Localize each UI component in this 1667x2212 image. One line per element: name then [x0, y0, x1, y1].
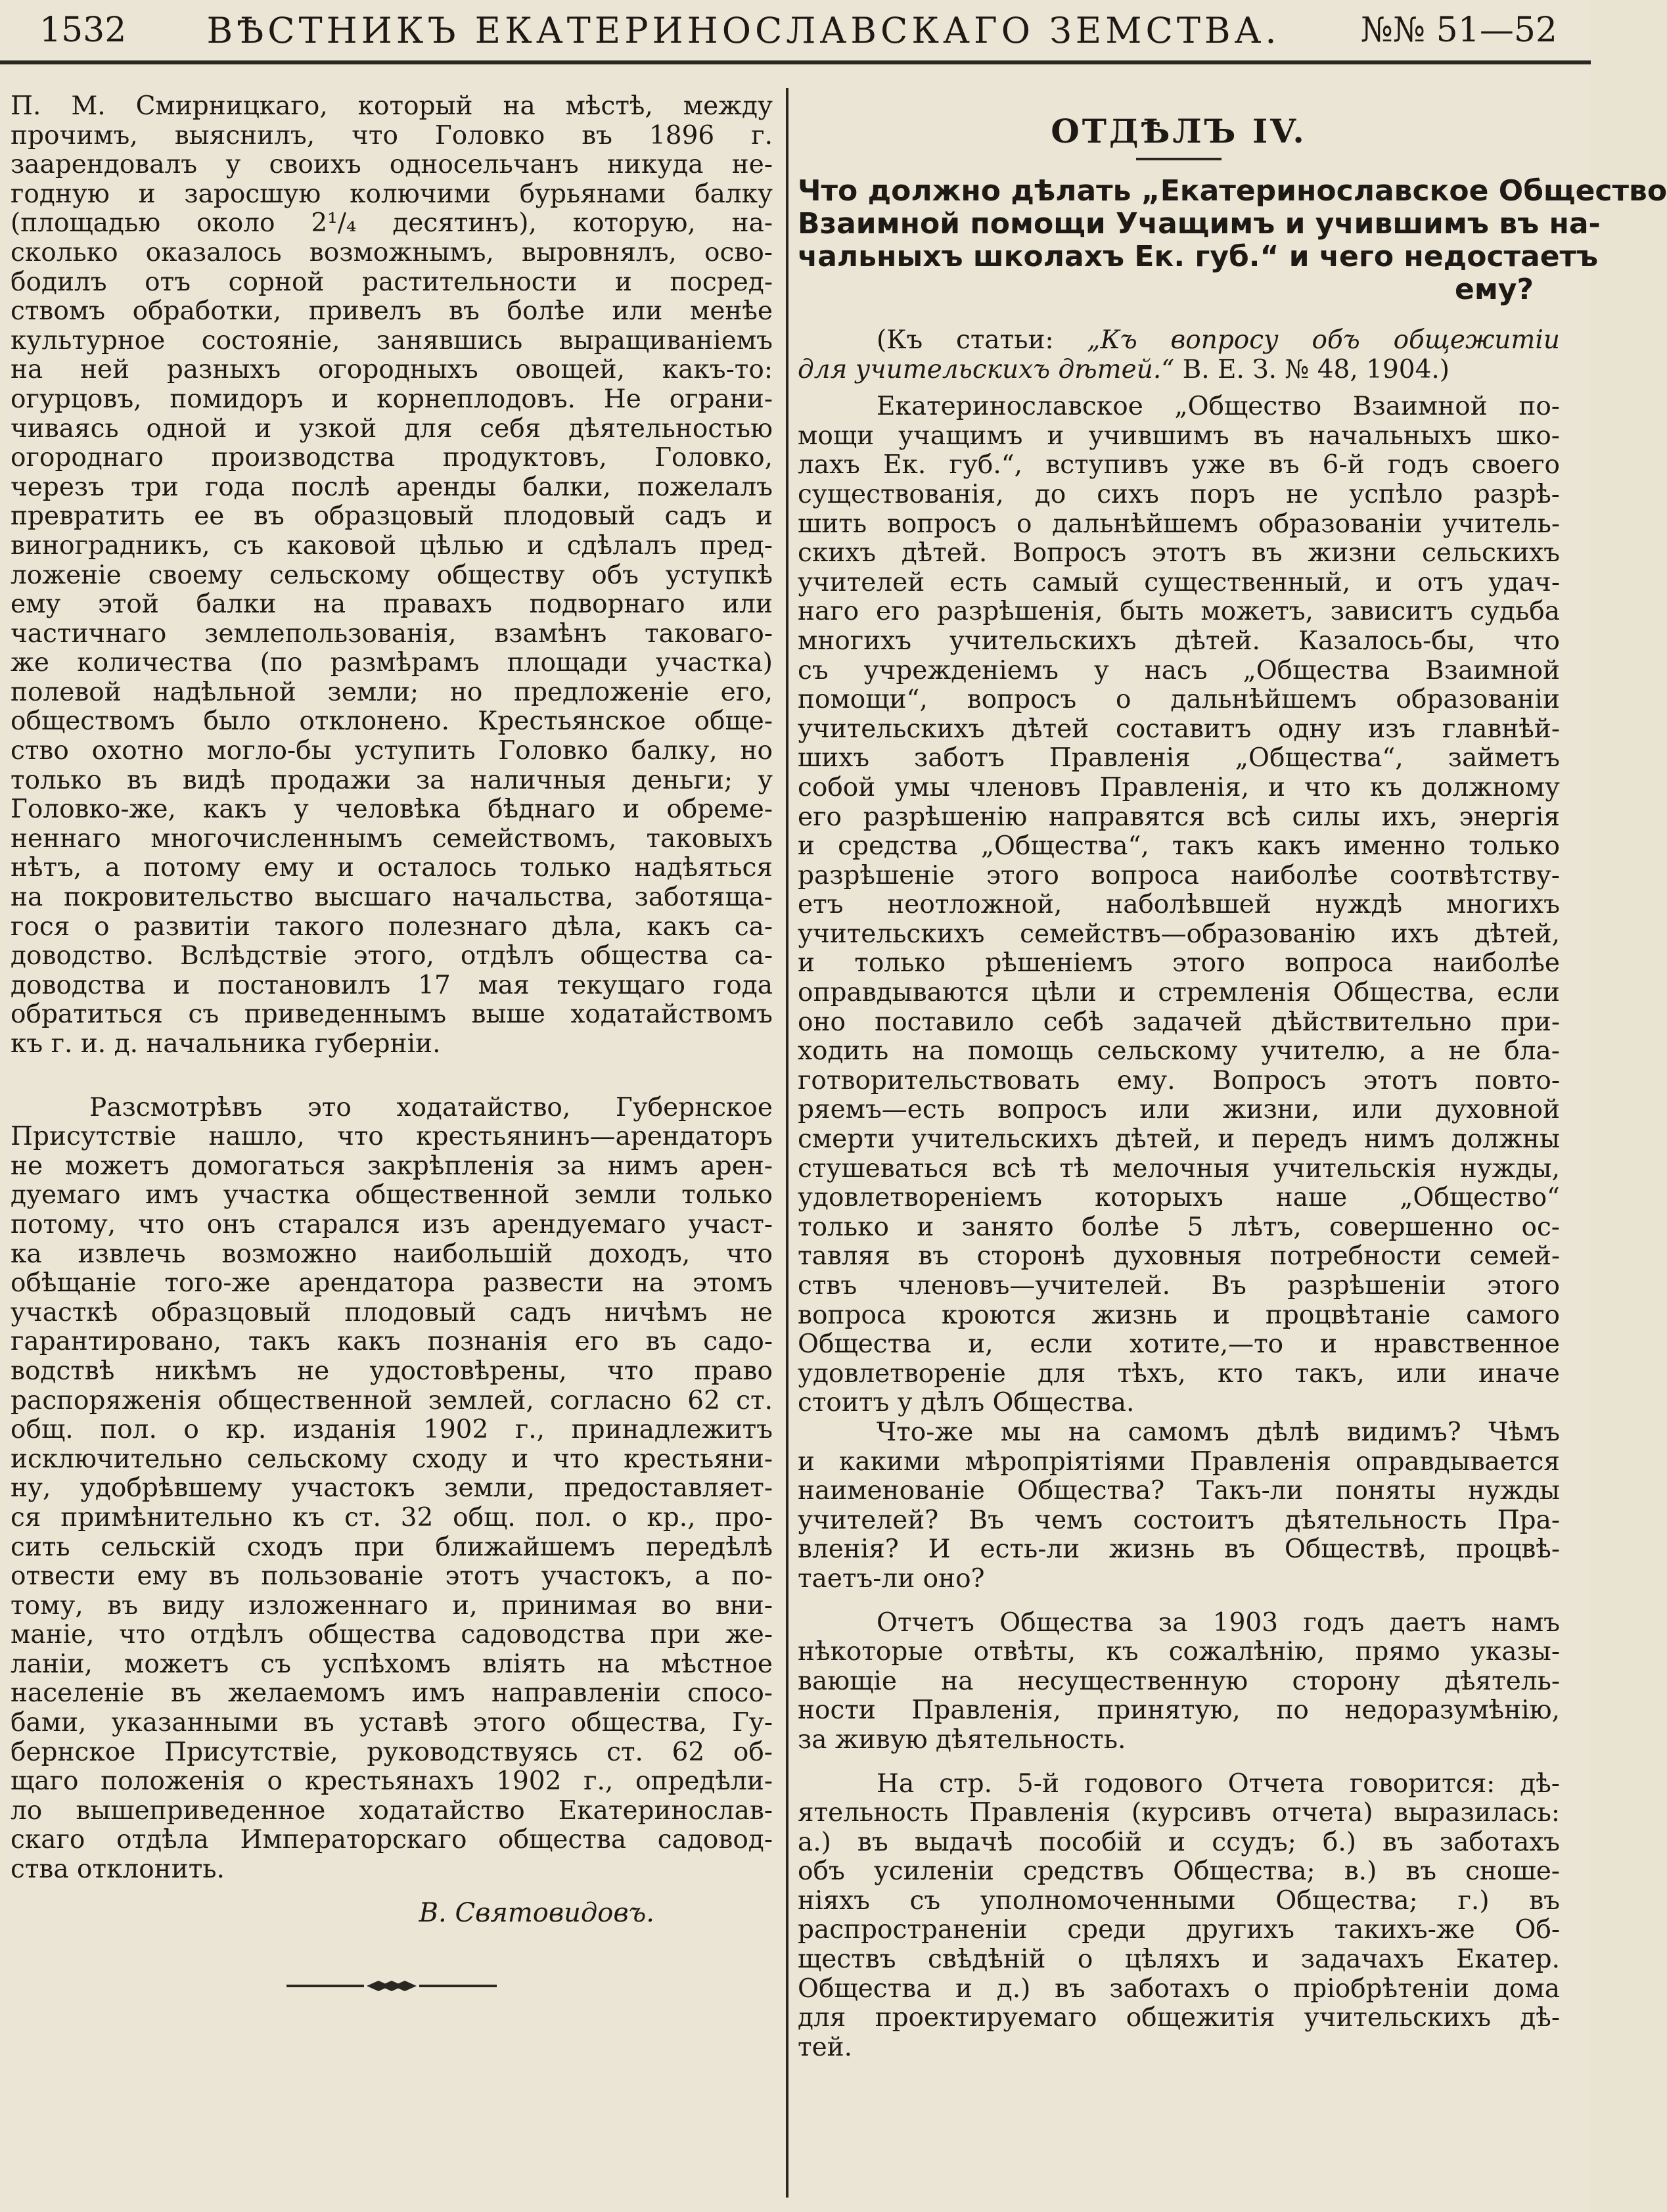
text-line: наго его разрѣшенія, быть можетъ, зависитъ судьба — [798, 597, 1560, 627]
text-line: превратить ее въ образцовый плодовый садъ и — [11, 501, 773, 532]
text-line: Головко-же, какъ у человѣка бѣднаго и обреме- — [11, 795, 773, 825]
text-line: только и занято болѣе 5 лѣтъ, совершенно ос- — [798, 1212, 1560, 1242]
text-line: гарантировано, такъ какъ познанія его въ садо- — [11, 1327, 773, 1357]
text-line: его разрѣшенію направятся всѣ силы ихъ, энергія — [798, 802, 1560, 832]
text-line: за живую дѣятельность. — [798, 1724, 1126, 1755]
author-signature: В. Святовидовъ. — [419, 1897, 654, 1928]
text-line: на ней разныхъ огородныхъ овощей, какъ-то: — [11, 355, 773, 385]
section-rule — [1136, 158, 1222, 160]
text-line: таетъ-ли оно? — [798, 1563, 985, 1594]
heading-line: ему? — [1454, 273, 1534, 306]
text-line: удовлетвореніемъ которыхъ наше „Общество“ — [798, 1183, 1560, 1213]
text-line: помощи“, вопросъ о дальнѣйшемъ образованіи — [798, 685, 1560, 715]
text-line: доводства и постановилъ 17 мая текущаго года — [11, 970, 773, 1000]
heading-line: Что должно дѣлать „Екатеринославское Общество — [798, 174, 1667, 208]
text-line: смерти учительскихъ дѣтей, и передъ нимъ должны — [798, 1124, 1560, 1155]
text-line: неннаго многочисленнымъ семействомъ, таковыхъ — [11, 823, 773, 854]
text-line: ства отклонить. — [11, 1855, 225, 1885]
text-line: вопроса кроются жизнь и процвѣтаніе самого — [798, 1300, 1560, 1330]
text-line: наименованіе Общества? Такъ-ли поняты нужды — [798, 1476, 1560, 1506]
text-line: стоитъ у дѣлъ Общества. — [798, 1388, 1135, 1418]
article-reference — [798, 326, 1560, 384]
text-line: Общества и д.) въ заботахъ о пріобрѣтеніи дома — [798, 1973, 1560, 2004]
text-line: сколько оказалось возможнымъ, выровнялъ, осво- — [11, 237, 773, 267]
text-line: мощи учащимъ и учившимъ въ начальныхъ шко- — [798, 421, 1560, 451]
text-line: только въ видѣ продажи за наличныя деньги; у — [11, 765, 773, 795]
right-paragraph-4 — [798, 1770, 1560, 2063]
page-header — [39, 4, 1557, 57]
text-line: Разсмотрѣвъ это ходатайство, Губернское — [89, 1092, 773, 1122]
text-line: ятельность Правленія (курсивъ отчета) выразилась: — [798, 1798, 1560, 1828]
text-line: ложеніе своему сельскому обществу объ уступкѣ — [11, 560, 773, 590]
text-line: черезъ три года послѣ аренды балки, пожелалъ — [11, 472, 773, 502]
header-rule — [0, 60, 1591, 64]
text-line: На стр. 5-й годового Отчета говорится: дѣ- — [877, 1768, 1560, 1799]
text-line: и средства „Общества“, такъ какъ именно только — [798, 831, 1560, 862]
text-line: Что-же мы на самомъ дѣлѣ видимъ? Чѣмъ — [877, 1417, 1560, 1447]
text-line: доводство. Вслѣдствіе этого, отдѣлъ общества са- — [11, 941, 773, 971]
text-line: ности Правленія, принятую, по недоразумѣнію, — [798, 1695, 1560, 1726]
text-line: Общества и, если хотите,—то и нравственное — [798, 1329, 1560, 1360]
column-divider — [786, 88, 788, 2198]
right-paragraph-3 — [798, 1609, 1560, 1755]
text-line: годную и заросшую колючими бурьянами балку — [11, 179, 773, 209]
text-line: маніе, что отдѣлъ общества садоводства при же- — [11, 1620, 773, 1650]
left-paragraph-2 — [11, 1094, 773, 1885]
reference-line: (Къ статьи: „Къ вопросу объ общежитіи — [877, 325, 1560, 355]
text-line: отвести ему въ пользованіе этотъ участокъ, а по- — [11, 1561, 773, 1592]
text-line: сить сельскій сходъ при ближайшемъ передѣлѣ — [11, 1532, 773, 1562]
text-line: прочимъ, выяснилъ, что Головко въ 1896 г. — [11, 120, 773, 150]
left-paragraph-1 — [11, 92, 773, 1059]
right-paragraph-2 — [798, 1418, 1560, 1594]
text-line: обществомъ было отклонено. Крестьянское обще- — [11, 706, 773, 737]
text-line: ему этой балки на правахъ подворнаго или — [11, 589, 773, 620]
text-line: для проектируемаго общежитія учительскихъ дѣ- — [798, 2003, 1560, 2033]
text-line: водствѣ никѣмъ не удостовѣрены, что право — [11, 1356, 773, 1386]
text-line: обѣщаніе того-же арендатора развести на этомъ — [11, 1268, 773, 1299]
text-line: бами, указанными въ уставѣ этого общества, Гу- — [11, 1708, 773, 1738]
article-heading — [798, 174, 1667, 306]
text-line: ходить на помощь сельскому учителю, а не бла- — [798, 1036, 1560, 1067]
text-line: бодилъ отъ сорной растительности и посред- — [11, 267, 773, 297]
text-line: (площадью около 2¹/₄ десятинъ), которую, на- — [11, 208, 773, 239]
text-line: ся примѣнительно къ ст. 32 общ. пол. о кр., про- — [11, 1502, 773, 1532]
issue-number: №№ 51—52 — [1360, 11, 1557, 50]
text-line: оправдываются цѣли и стремленія Общества, если — [798, 978, 1560, 1008]
text-line: гося о развитіи такого полезнаго дѣла, какъ са- — [11, 911, 773, 942]
text-line: нѣкоторые отвѣты, къ сожалѣнію, прямо указы- — [798, 1637, 1560, 1667]
text-line: виноградникъ, съ каковой цѣлью и сдѣлалъ пред- — [11, 530, 773, 561]
text-line: тому, въ виду изложеннаго и, принимая во вни- — [11, 1590, 773, 1621]
text-line: удовлетвореніе для тѣхъ, кто такъ, или иначе — [798, 1358, 1560, 1389]
text-line: частичнаго землепользованія, взамѣнъ таковаго- — [11, 618, 773, 649]
text-line: огороднаго производства продуктовъ, Головко, — [11, 443, 773, 473]
text-line: тавляя въ сторонѣ духовныя потребности семей- — [798, 1241, 1560, 1272]
text-line: П. М. Смирницкаго, который на мѣстѣ, между — [11, 91, 773, 121]
text-line: съ учрежденіемъ у насъ „Общества Взаимной — [798, 655, 1560, 685]
text-line: учителей есть самый существенный, и отъ удач- — [798, 567, 1560, 597]
text-line: шить вопросъ о дальнѣйшемъ образованіи учитель- — [798, 509, 1560, 539]
text-line: ну, удобрѣвшему участокъ земли, предоставляет- — [11, 1473, 773, 1504]
text-line: разрѣшеніе этого вопроса наиболѣе соотвѣтству- — [798, 860, 1560, 890]
page-number: 1532 — [39, 11, 127, 50]
text-line: скаго отдѣла Императорскаго общества садовод- — [11, 1825, 773, 1855]
text-line: шихъ заботъ Правленія „Общества“, займетъ — [798, 743, 1560, 773]
text-line: обратиться съ приведеннымъ выше ходатайствомъ — [11, 1000, 773, 1030]
text-line: культурное состояніе, занявшись выращиваніемъ — [11, 325, 773, 356]
text-line: ланіи, можетъ съ успѣхомъ вліять на мѣстное — [11, 1649, 773, 1679]
right-paragraph-1 — [798, 392, 1560, 1418]
text-line: объ усиленіи средствъ Общества; в.) въ сноше- — [798, 1856, 1560, 1887]
right-column — [798, 92, 1667, 2062]
text-line: на покровительство высшаго начальства, заботяща- — [11, 883, 773, 913]
text-line: собой умы членовъ Правленія, и что къ должному — [798, 772, 1560, 802]
text-line: ство охотно могло-бы уступить Головко балку, но — [11, 736, 773, 766]
text-line: нѣтъ, а потому ему и осталось только надѣяться — [11, 853, 773, 883]
text-line: заарендовалъ у своихъ односельчанъ никуда не- — [11, 150, 773, 180]
text-line: дуемаго имъ участка общественной земли только — [11, 1180, 773, 1210]
heading-line: чальныхъ школахъ Ек. губ.“ и чего недостаетъ — [798, 240, 1599, 273]
text-line: существованія, до сихъ поръ не успѣло разрѣ- — [798, 479, 1560, 509]
text-line: вающіе на несущественную сторону дѣятель- — [798, 1666, 1560, 1696]
text-line: оно поставило себѣ задачей дѣйствительно при- — [798, 1007, 1560, 1037]
text-line: участкѣ образцовый плодовый садъ ничѣмъ не — [11, 1297, 773, 1327]
text-line: исключительно сельскому сходу и что крестьяни- — [11, 1444, 773, 1474]
text-line: огурцовъ, помидоръ и корнеплодовъ. Не ограни- — [11, 384, 773, 414]
text-line: Присутствіе нашло, что крестьянинъ—арендаторъ — [11, 1122, 773, 1152]
text-line: и только рѣшеніемъ этого вопроса наиболѣе — [798, 948, 1560, 979]
text-line: ряемъ—есть вопросъ или жизни, или духовной — [798, 1095, 1560, 1125]
text-line: полевой надѣльной земли; но предложеніе его, — [11, 677, 773, 707]
text-line: лахъ Ек. губ.“, вступивъ уже въ 6-й годъ своего — [798, 450, 1560, 480]
text-line: ствомъ обработки, привелъ въ болѣе или менѣе — [11, 296, 773, 327]
text-line: потому, что онъ старался изъ арендуемаго участ- — [11, 1209, 773, 1239]
text-line: распоряженія общественной землей, согласно 62 ст. — [11, 1385, 773, 1416]
text-line: ка извлечь возможно наибольшій доходъ, что — [11, 1239, 773, 1269]
text-line: а.) въ выдачѣ пособій и ссудъ; б.) въ заботахъ — [798, 1827, 1560, 1857]
text-line: распространеніи среди другихъ такихъ-же Об- — [798, 1915, 1560, 1945]
text-line: общ. пол. о кр. изданія 1902 г., принадлежитъ — [11, 1415, 773, 1445]
text-line: готворительствовать ему. Вопросъ этотъ повто- — [798, 1065, 1560, 1095]
reference-line: для учительскихъ дѣтей.“ В. Е. З. № 48, 1904.) — [798, 354, 1450, 384]
text-line: же количества (по размѣрамъ площади участка) — [11, 648, 773, 678]
text-line: ніяхъ съ уполномоченными Общества; г.) въ — [798, 1885, 1560, 1916]
journal-title: ВѢСТНИКЪ ЕКАТЕРИНОСЛАВСКАГО ЗЕМСТВА. — [206, 9, 1281, 51]
text-line: учительскихъ семействъ—образованію ихъ дѣтей, — [798, 919, 1560, 949]
text-line: тей. — [798, 2032, 853, 2062]
text-line: вленія? И есть-ли жизнь въ Обществѣ, процвѣ- — [798, 1534, 1560, 1565]
text-line: многихъ учительскихъ дѣтей. Казалось-бы, что — [798, 626, 1560, 656]
text-line: Отчетъ Общества за 1903 годъ даетъ намъ — [877, 1607, 1560, 1638]
text-line: щаго положенія о крестьянахъ 1902 г., опредѣли- — [11, 1766, 773, 1797]
text-line: къ г. и. д. начальника губерніи. — [11, 1029, 441, 1059]
text-line: скихъ дѣтей. Вопросъ этотъ въ жизни сельскихъ — [798, 538, 1560, 568]
text-line: не можетъ домогаться закрѣпленія за нимъ арен- — [11, 1151, 773, 1181]
text-line: чиваясь одной и узкой для себя дѣятельностью — [11, 413, 773, 444]
text-line: ществъ свѣдѣній о цѣляхъ и задачахъ Екатер. — [798, 1945, 1560, 1975]
text-line: стушеваться всѣ тѣ мелочныя учительскія нужды, — [798, 1153, 1560, 1184]
end-ornament — [11, 1979, 773, 1993]
heading-line: Взаимной помощи Учащимъ и учившимъ въ на- — [798, 207, 1601, 241]
text-line: ствъ членовъ—учителей. Въ разрѣшеніи этого — [798, 1271, 1560, 1301]
text-line: учительскихъ дѣтей составитъ одну изъ главнѣй- — [798, 714, 1560, 744]
text-line: бернское Присутствіе, руководствуясь ст. 62 об- — [11, 1737, 773, 1767]
text-line: Екатеринославское „Общество Взаимной по- — [877, 392, 1560, 422]
left-column — [11, 92, 773, 1993]
text-line: ло вышеприведенное ходатайство Екатеринослав- — [11, 1795, 773, 1826]
text-line: населеніе въ желаемомъ имъ направленіи спосо- — [11, 1678, 773, 1709]
section-title: ОТДѢЛЪ IV. — [1051, 112, 1307, 150]
text-line: и какими мѣропріятіями Правленія оправдывается — [798, 1446, 1560, 1477]
text-line: етъ неотложной, наболѣвшей нуждѣ многихъ — [798, 890, 1560, 920]
text-line: учителей? Въ чемъ состоитъ дѣятельность Пра- — [798, 1505, 1560, 1535]
